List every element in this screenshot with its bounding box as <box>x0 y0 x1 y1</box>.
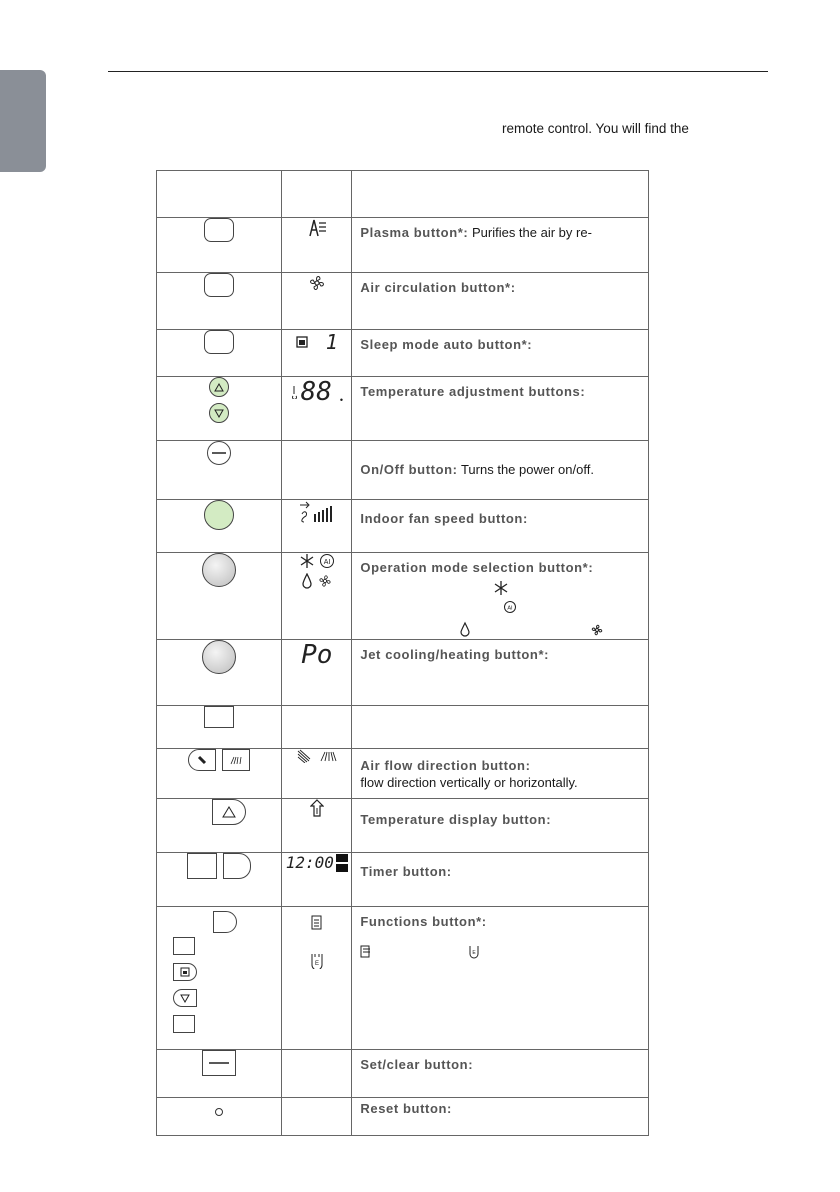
triangle-up-icon <box>222 806 236 818</box>
table-row <box>157 799 649 853</box>
chapter-tab <box>0 70 46 172</box>
sleep-mode-button[interactable] <box>204 330 234 354</box>
plasma-button[interactable] <box>204 218 234 242</box>
table-row <box>157 853 649 907</box>
table-row <box>157 273 649 330</box>
reset-description: Reset button: <box>360 1101 452 1116</box>
sleep-digit: 1 <box>325 330 338 354</box>
svg-text:AI: AI <box>507 605 513 612</box>
reset-button[interactable] <box>215 1108 223 1116</box>
jet-cooling-description: Jet cooling/heating button*: <box>360 647 550 662</box>
table-row <box>157 640 649 706</box>
fan-icon <box>317 573 333 589</box>
plug-icon <box>180 967 190 977</box>
temperature-adjustment-description: Temperature adjustment buttons: <box>360 384 586 399</box>
timer-block-icon <box>336 854 348 872</box>
operation-mode-inline-icons <box>352 553 648 640</box>
table-row <box>157 553 649 640</box>
header-cell-button <box>157 171 282 218</box>
power-description: On/Off button: Turns the power on/off. <box>360 462 594 477</box>
timer-square-button[interactable] <box>187 853 217 879</box>
set-clear-description: Set/clear button: <box>360 1057 474 1072</box>
fan-icon <box>307 273 327 293</box>
svg-text:AI: AI <box>323 559 331 566</box>
temperature-down-button[interactable] <box>209 403 229 423</box>
thermometer-display-icon <box>310 799 324 817</box>
airflow-description: Air flow direction button: flow direction vertically or horizontally. <box>360 758 578 790</box>
intro-text: remote control. You will find the <box>502 121 689 136</box>
snowflake-icon <box>299 553 315 569</box>
vertical-airflow-button[interactable] <box>188 749 216 771</box>
table-row <box>157 1050 649 1098</box>
operation-mode-button[interactable] <box>202 553 236 587</box>
set-clear-button[interactable] <box>202 1050 236 1076</box>
functions-description: Functions button*: <box>360 914 487 929</box>
degree-dot: • <box>339 395 344 405</box>
arrow-down-icon <box>214 409 224 418</box>
header-rule <box>108 71 768 72</box>
air-circulation-description: Air circulation button*: <box>360 280 516 295</box>
function-square-button[interactable] <box>173 937 195 955</box>
drop-icon <box>461 623 469 636</box>
svg-text:E: E <box>472 950 477 956</box>
timer-description: Timer button: <box>360 864 452 879</box>
functions-button[interactable] <box>213 911 237 933</box>
table-header-row <box>157 171 649 218</box>
plasma-icon <box>306 218 328 238</box>
plug-icon <box>468 945 480 959</box>
jet-code: Po <box>301 640 333 670</box>
horizontal-airflow-button[interactable] <box>222 749 250 771</box>
fan-speed-button[interactable] <box>204 500 234 530</box>
plug-icon <box>310 953 324 969</box>
table-row <box>157 441 649 500</box>
header-cell-description <box>352 171 649 218</box>
drop-icon <box>301 573 313 589</box>
functions-icon <box>360 945 372 959</box>
air-circulation-button[interactable] <box>204 273 234 297</box>
table-row <box>157 218 649 273</box>
airflow-horizontal-icon <box>319 750 337 762</box>
vertical-airflow-icon <box>197 755 207 765</box>
temperature-up-button[interactable] <box>209 377 229 397</box>
table-row <box>157 330 649 377</box>
plasma-description: Plasma button*: Purifies the air by re- <box>360 225 592 240</box>
jet-cooling-button[interactable] <box>202 640 236 674</box>
airflow-icon <box>297 749 311 763</box>
function-plug-button[interactable] <box>173 963 197 981</box>
svg-text:E: E <box>315 961 320 967</box>
triangle-down-icon <box>180 994 190 1003</box>
table-row <box>157 500 649 553</box>
arrow-up-icon <box>214 383 224 392</box>
temperature-display-description: Temperature display button: <box>360 812 552 827</box>
table-row <box>157 377 649 441</box>
power-minus-icon <box>212 451 226 455</box>
fan-icon <box>593 625 603 635</box>
table-row <box>157 749 649 799</box>
temperature-display-button[interactable] <box>212 799 246 825</box>
table-row <box>157 706 649 749</box>
timer-time: 12:00 <box>285 853 334 872</box>
function-down-button[interactable] <box>173 989 197 1007</box>
ai-icon <box>505 602 516 613</box>
table-row <box>157 1098 649 1136</box>
snowflake-icon <box>495 581 507 595</box>
header-cell-display <box>282 171 352 218</box>
horizontal-airflow-icon <box>229 755 243 765</box>
fan-speed-description: Indoor fan speed button: <box>360 511 528 526</box>
operation-mode-description: Operation mode selection button*: <box>360 560 594 575</box>
ai-icon <box>319 553 335 569</box>
temperature-digits: 88 <box>300 377 332 407</box>
sleep-mode-description: Sleep mode auto button*: <box>360 337 533 352</box>
timer-button[interactable] <box>223 853 251 879</box>
function-square-button-2[interactable] <box>173 1015 195 1033</box>
unlabeled-square-button[interactable] <box>204 706 234 728</box>
power-button[interactable] <box>207 441 231 465</box>
remote-button-table <box>156 170 649 1136</box>
sleep-icon <box>296 336 308 348</box>
fan-speed-icon <box>298 500 336 526</box>
thermometer-icon <box>291 385 299 399</box>
minus-icon <box>209 1061 229 1065</box>
table-row <box>157 907 649 1050</box>
functions-icon <box>311 915 323 931</box>
